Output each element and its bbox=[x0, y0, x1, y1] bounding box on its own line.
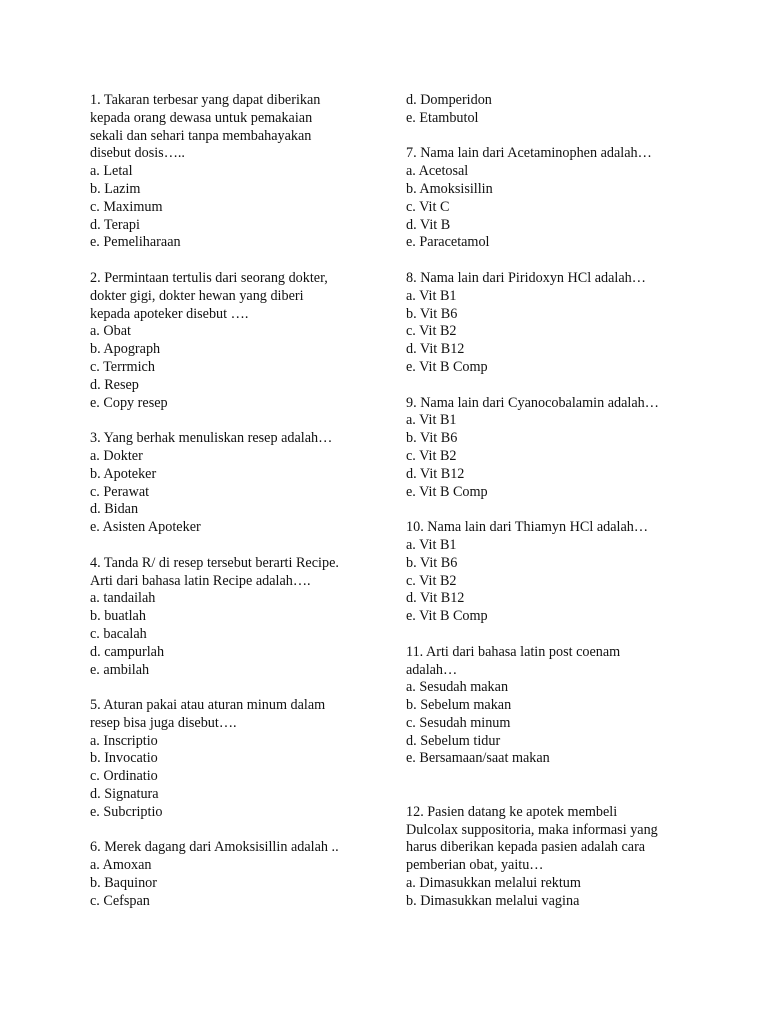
answer-option: c. Terrmich bbox=[90, 358, 155, 375]
answer-option: e. Paracetamol bbox=[406, 234, 490, 251]
blank-line bbox=[406, 252, 706, 270]
blank-line bbox=[90, 679, 380, 697]
answer-option: c. bacalah bbox=[90, 625, 147, 642]
question-text: 4. Tanda R/ di resep tersebut berarti Recipe. bbox=[90, 554, 339, 571]
question-text-continued: kepada orang dewasa untuk pemakaian bbox=[90, 109, 313, 126]
question-text: 3. Yang berhak menuliskan resep adalah… bbox=[90, 430, 333, 447]
blank-line bbox=[406, 377, 706, 395]
question-text: 2. Permintaan tertulis dari seorang dokter, bbox=[90, 269, 328, 286]
question-text-continued: kepada apoteker disebut …. bbox=[90, 305, 249, 322]
answer-option: c. Sesudah minum bbox=[406, 714, 511, 731]
answer-option: d. Resep bbox=[90, 376, 139, 393]
question-text: 12. Pasien datang ke apotek membeli bbox=[406, 803, 618, 820]
answer-option: d. Sebelum tidur bbox=[406, 732, 501, 749]
answer-option: a. Vit B1 bbox=[406, 287, 457, 304]
question-text: 11. Arti dari bahasa latin post coenam bbox=[406, 643, 621, 660]
answer-option: b. Invocatio bbox=[90, 750, 158, 767]
answer-option: c. Ordinatio bbox=[90, 768, 158, 785]
answer-option: d. campurlah bbox=[90, 643, 165, 660]
answer-option: e. Vit B Comp bbox=[406, 358, 488, 375]
answer-option: b. Amoksisillin bbox=[406, 180, 493, 197]
question-text: 1. Takaran terbesar yang dapat diberikan bbox=[90, 92, 321, 108]
answer-option: c. Vit B2 bbox=[406, 323, 457, 340]
answer-option: a. Letal bbox=[90, 163, 133, 180]
answer-option: d. Vit B12 bbox=[406, 590, 465, 607]
answer-option: e. Vit B Comp bbox=[406, 483, 488, 500]
question-text-continued: adalah… bbox=[406, 661, 458, 678]
blank-line bbox=[406, 768, 706, 786]
answer-option: c. Vit B2 bbox=[406, 447, 457, 464]
answer-option: b. Apograph bbox=[90, 341, 161, 358]
question-text-continued: harus diberikan kepada pasien adalah cara bbox=[406, 839, 646, 856]
answer-option: e. ambilah bbox=[90, 661, 150, 678]
question-text-continued: pemberian obat, yaitu… bbox=[406, 857, 544, 874]
question-text: 10. Nama lain dari Thiamyn HCl adalah… bbox=[406, 519, 649, 536]
left-column bbox=[90, 92, 380, 911]
question-text: 6. Merek dagang dari Amoksisillin adalah .. bbox=[90, 839, 339, 856]
answer-option: d. Bidan bbox=[90, 501, 139, 518]
answer-option: a. Dimasukkan melalui rektum bbox=[406, 875, 581, 892]
answer-option: a. Inscriptio bbox=[90, 732, 158, 749]
question-text: 8. Nama lain dari Piridoxyn HCl adalah… bbox=[406, 269, 646, 286]
answer-option: d. Vit B12 bbox=[406, 465, 465, 482]
answer-option: b. Dimasukkan melalui vagina bbox=[406, 892, 580, 909]
answer-option: e. Copy resep bbox=[90, 394, 168, 411]
answer-option: e. Pemeliharaan bbox=[90, 234, 181, 251]
blank-line bbox=[90, 822, 380, 840]
answer-option: c. Maximum bbox=[90, 198, 163, 215]
answer-option: a. Acetosal bbox=[406, 163, 469, 180]
answer-option: e. Subcriptio bbox=[90, 803, 163, 820]
question-text-continued: sekali dan sehari tanpa membahayakan bbox=[90, 127, 312, 144]
answer-option: d. Vit B bbox=[406, 216, 451, 233]
question-text: 5. Aturan pakai atau aturan minum dalam bbox=[90, 697, 326, 714]
answer-option: e. Asisten Apoteker bbox=[90, 519, 201, 536]
question-text-continued: Dulcolax suppositoria, maka informasi yang bbox=[406, 821, 658, 838]
answer-option: a. Dokter bbox=[90, 447, 143, 464]
blank-line bbox=[406, 128, 706, 146]
answer-option: d. Signatura bbox=[90, 786, 159, 803]
answer-option: b. Vit B6 bbox=[406, 554, 458, 571]
answer-option: b. buatlah bbox=[90, 608, 146, 625]
blank-line bbox=[406, 786, 706, 804]
answer-option: e. Etambutol bbox=[406, 109, 479, 126]
answer-option: a. Obat bbox=[90, 323, 131, 340]
answer-option: b. Apoteker bbox=[90, 465, 157, 482]
blank-line bbox=[90, 252, 380, 270]
answer-option: d. Terapi bbox=[90, 216, 140, 233]
question-text: 9. Nama lain dari Cyanocobalamin adalah… bbox=[406, 394, 659, 411]
answer-option: b. Sebelum makan bbox=[406, 697, 512, 714]
blank-line bbox=[90, 412, 380, 430]
answer-option: a. Sesudah makan bbox=[406, 679, 509, 696]
answer-option: d. Domperidon bbox=[406, 92, 492, 108]
right-column bbox=[406, 92, 706, 911]
answer-option: a. Vit B1 bbox=[406, 412, 457, 429]
question-text-continued: resep bisa juga disebut…. bbox=[90, 714, 237, 731]
answer-option: e. Bersamaan/saat makan bbox=[406, 750, 550, 767]
answer-option: a. tandailah bbox=[90, 590, 156, 607]
question-text: 7. Nama lain dari Acetaminophen adalah… bbox=[406, 145, 652, 162]
answer-option: c. Vit C bbox=[406, 198, 450, 215]
answer-option: b. Lazim bbox=[90, 180, 141, 197]
blank-line bbox=[406, 626, 706, 644]
answer-option: c. Vit B2 bbox=[406, 572, 457, 589]
answer-option: b. Vit B6 bbox=[406, 430, 458, 447]
question-text-continued: dokter gigi, dokter hewan yang diberi bbox=[90, 287, 304, 304]
answer-option: a. Vit B1 bbox=[406, 536, 457, 553]
answer-option: b. Vit B6 bbox=[406, 305, 458, 322]
answer-option: c. Perawat bbox=[90, 483, 150, 500]
answer-option: e. Vit B Comp bbox=[406, 608, 488, 625]
answer-option: c. Cefspan bbox=[90, 892, 150, 909]
question-text-continued: disebut dosis….. bbox=[90, 145, 185, 162]
answer-option: d. Vit B12 bbox=[406, 341, 465, 358]
blank-line bbox=[406, 501, 706, 519]
blank-line bbox=[90, 537, 380, 555]
question-text-continued: Arti dari bahasa latin Recipe adalah…. bbox=[90, 572, 311, 589]
answer-option: b. Baquinor bbox=[90, 875, 157, 892]
answer-option: a. Amoxan bbox=[90, 857, 152, 874]
